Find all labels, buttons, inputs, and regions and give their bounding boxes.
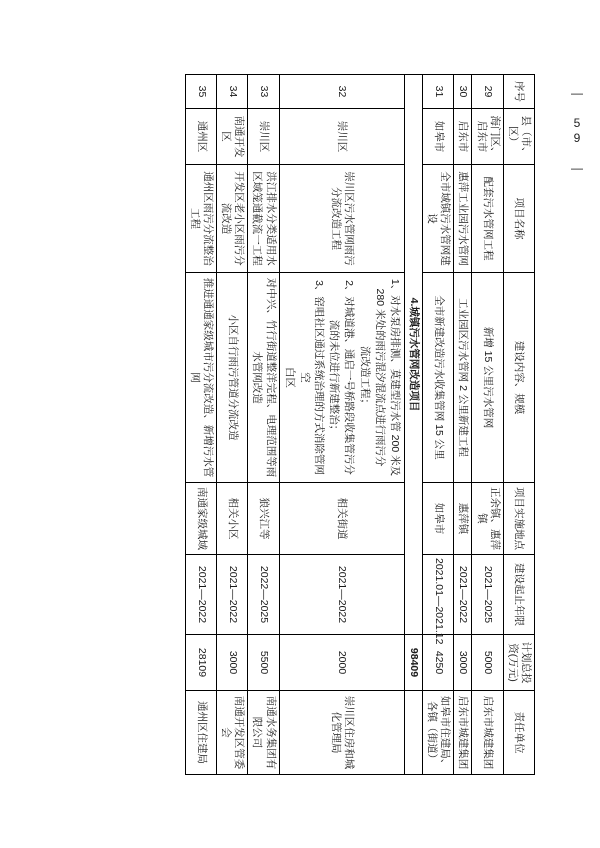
- header-content: 建设内容、规模: [503, 273, 534, 483]
- cell-period: 2021.01—2021.12: [423, 555, 454, 635]
- cell-county: 崇川区: [248, 109, 279, 165]
- cell-no: 35: [185, 75, 216, 109]
- cell-name: 洪江排水分类适用水区域笼通截流一工程: [248, 165, 279, 273]
- cell-invest: 5500: [248, 635, 279, 691]
- cell-place: 相关街道: [279, 483, 404, 555]
- cell-period: 2021—2022: [454, 555, 472, 635]
- project-table-container: [65, 74, 535, 774]
- cell-content: [279, 273, 404, 483]
- cell-invest: 2000: [279, 635, 404, 691]
- cell-content: 新增 15 公里污水管网: [472, 273, 503, 483]
- content-line: 2、对城道港、通启一号桥路段收集管污分: [343, 280, 356, 475]
- cell-name: 通州区雨污分流整治工程: [185, 165, 216, 273]
- cell-period: 2021—2022: [185, 555, 216, 635]
- cell-name: 开发区老小区雨污分流改造: [217, 165, 248, 273]
- cell-invest: 5000: [472, 635, 503, 691]
- cell-county: 如皋市: [423, 109, 454, 165]
- header-period: 建设起止年限: [503, 555, 534, 635]
- cell-content: 推进通通家级城市污分流改造、新增污水管网: [185, 273, 216, 483]
- cell-name: 惠萍工业园污水管网: [454, 165, 472, 273]
- cell-no: 30: [454, 75, 472, 109]
- cell-county: 启东市: [454, 109, 472, 165]
- cell-unit: 南通水务集团有限公司: [248, 691, 279, 775]
- header-county: 县（市、区）: [503, 109, 534, 165]
- table-row: [217, 75, 248, 775]
- cell-no: 33: [248, 75, 279, 109]
- cell-no: 31: [423, 75, 454, 109]
- cell-no: 34: [217, 75, 248, 109]
- content-line: 流的未位进行新建整治；: [328, 319, 341, 436]
- cell-period: 2021—2022: [217, 555, 248, 635]
- content-line: 流改造工程；: [358, 346, 371, 409]
- cell-place: 相关小区: [217, 483, 248, 555]
- cell-unit: 启东市城建集团: [454, 691, 472, 775]
- header-invest: 计划总投资(万元): [503, 635, 534, 691]
- cell-county: 崇川区: [279, 109, 404, 165]
- cell-place: 南通家级城域: [185, 483, 216, 555]
- cell-place: 如皋市: [423, 483, 454, 555]
- table-header-row: [503, 75, 534, 775]
- cell-content: 全市新建改造污水收集管网 15 公里: [423, 273, 454, 483]
- section-title: 4.城镇污水管网改造项目: [405, 75, 423, 635]
- cell-no: 32: [279, 75, 404, 109]
- content-line: 280 米处的雨污混汐混流点进行雨污分: [373, 288, 386, 467]
- cell-content: 工业园区污水管网 2 公里新建工程: [454, 273, 472, 483]
- table-row: [472, 75, 503, 775]
- cell-invest: 28109: [185, 635, 216, 691]
- table-row: [279, 75, 404, 775]
- cell-unit: 崇川区住房和城化管理局: [279, 691, 404, 775]
- cell-county: 通州区: [185, 109, 216, 165]
- cell-unit: 通州区住建局: [185, 691, 216, 775]
- cell-place: 狼兴江等: [248, 483, 279, 555]
- section-header-row: [405, 75, 423, 775]
- project-table: [185, 74, 535, 775]
- cell-place: 惠萍镇: [454, 483, 472, 555]
- header-name: 项目名称: [503, 165, 534, 273]
- cell-period: 2022—2025: [248, 555, 279, 635]
- cell-period: 2021—2025: [472, 555, 503, 635]
- cell-unit: 如皋市住建局、各镇（街道）: [423, 691, 454, 775]
- section-unit-empty: [405, 691, 423, 775]
- cell-county: 南通开发区: [217, 109, 248, 165]
- cell-name: 全市域镇污水管网建设: [423, 165, 454, 273]
- cell-place: 正余镇、惠萍镇: [472, 483, 503, 555]
- cell-period: 2021—2022: [279, 555, 404, 635]
- table-row: [454, 75, 472, 775]
- page-number: — 59 —: [570, 86, 584, 176]
- table-row: [248, 75, 279, 775]
- cell-no: 29: [472, 75, 503, 109]
- table-row: [185, 75, 216, 775]
- cell-unit: 启东市城建集团: [472, 691, 503, 775]
- header-no: 序号: [503, 75, 534, 109]
- cell-content: 对中兴、竹行街道整洋完程、电理范围等雨水管网改造: [248, 273, 279, 483]
- content-line: 3、窑咀社区通过系统治理的方式消除管网空: [298, 280, 326, 475]
- cell-invest: 4250: [423, 635, 454, 691]
- table-row: [423, 75, 454, 775]
- content-line: 白区: [283, 367, 296, 388]
- cell-content: 小区自行雨污管道分流改造: [217, 273, 248, 483]
- cell-name: 崇川区污水管网雨污分流改造工程: [279, 165, 404, 273]
- cell-unit: 南通开发区管委会: [217, 691, 248, 775]
- cell-county: 海门区、启东市: [472, 109, 503, 165]
- cell-name: 配套污水管网工程: [472, 165, 503, 273]
- header-unit: 责任单位: [503, 691, 534, 775]
- section-invest: 98409: [405, 635, 423, 691]
- cell-invest: 3000: [454, 635, 472, 691]
- cell-invest: 3000: [217, 635, 248, 691]
- content-line: 1、对水泵房排测、莫建型污水管 200 米及: [389, 278, 401, 477]
- header-place: 项目实施地点: [503, 483, 534, 555]
